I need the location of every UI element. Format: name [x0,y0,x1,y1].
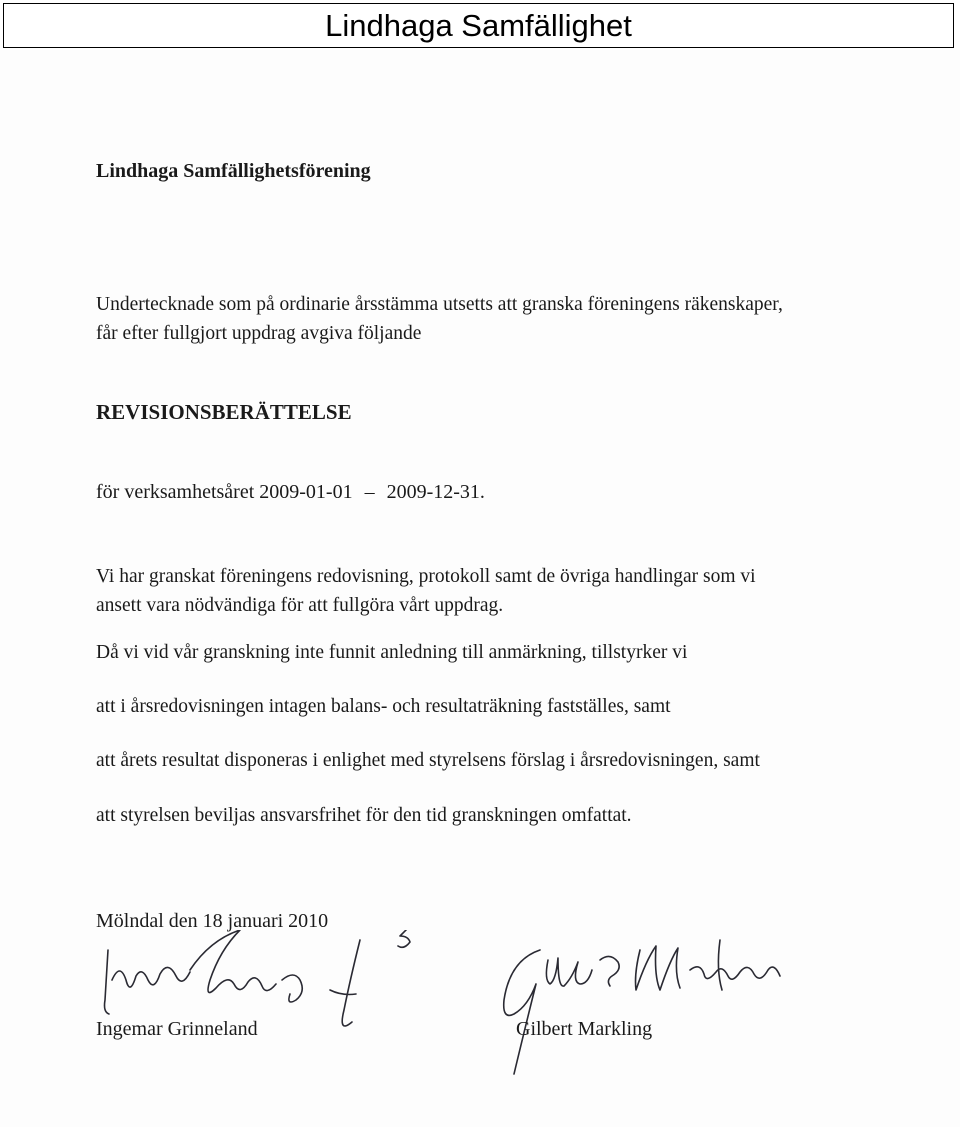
review-line: Vi har granskat föreningens redovisning, protokoll samt de övriga handlingar som vi [96,566,756,587]
recommendation-text: Då vi vid vår granskning inte funnit anledning till anmärkning, tillstyrker vi [96,642,688,663]
signatory-name: Gilbert Markling [516,1018,653,1040]
clause-discharge: att styrelsen beviljas ansvarsfrihet för den tid granskningen omfattat. [96,805,632,826]
period-end: 2009-12-31. [386,481,485,503]
intro-line: Undertecknade som på ordinarie årsstämma utsetts att granska föreningens räkenskaper, [96,294,783,315]
clause-balance-sheet: att i årsredovisningen intagen balans- och resultaträkning fastställes, samt [96,696,671,717]
period-start: för verksamhetsåret 2009-01-01 [96,481,353,503]
intro-line: får efter fullgjort uppdrag avgiva följande [96,323,422,344]
scanned-document [0,50,960,1127]
period-dash: – [364,481,375,503]
place-and-date: Mölndal den 18 januari 2010 [96,910,329,932]
intro-paragraph [96,290,783,348]
page-title: Lindhaga Samfällighet [3,3,954,48]
review-line: ansett vara nödvändiga för att fullgöra vårt uppdrag. [96,595,504,616]
document-heading: REVISIONSBERÄTTELSE [96,400,352,424]
signatory-name: Ingemar Grinneland [96,1018,258,1040]
organization-name: Lindhaga Samfällighetsförening [96,160,371,182]
clause-result-disposition: att årets resultat disponeras i enlighet med styrelsens förslag i årsredovisningen, samt [96,750,760,771]
review-paragraph [96,562,756,620]
fiscal-period [96,481,485,504]
